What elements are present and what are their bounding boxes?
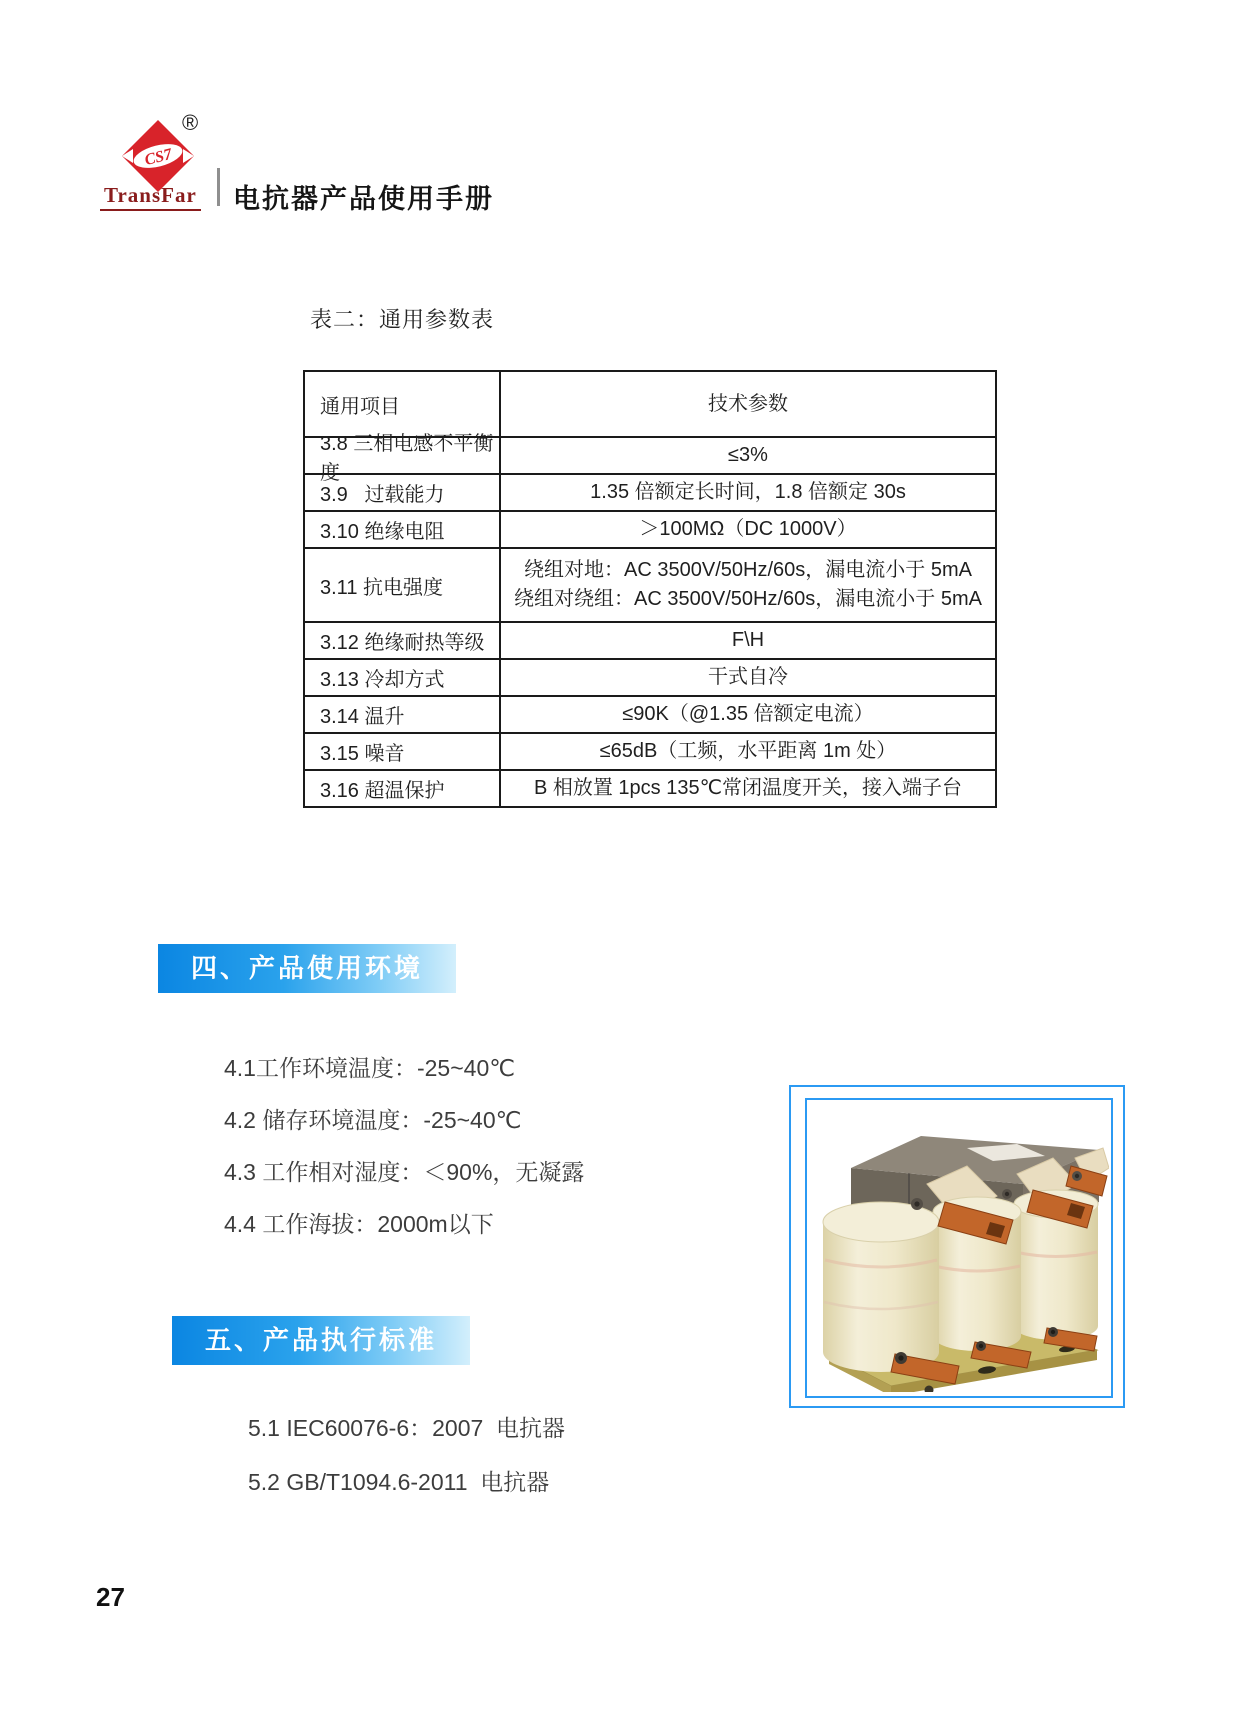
table-row [305,769,995,806]
row-value-line1: 绕组对地：AC 3500V/50Hz/60s，漏电流小于 5mA [524,559,972,581]
table-row [305,658,995,695]
page-number: 27 [96,1582,125,1612]
svg-text:CS7: CS7 [142,145,174,170]
table-row [305,432,995,484]
row-value: ≤3% [728,444,768,466]
row-value [501,549,995,621]
section-heading-standards: 五、产品执行标准 [172,1316,470,1365]
table-row [305,510,995,547]
row-value: F\H [731,629,765,651]
column-header-item: 通用项目 [305,372,501,436]
row-item: 3.10 绝缘电阻 [305,512,501,547]
env-item-storage-temp: 4.2 储存环境温度：-25~40℃ [224,1107,522,1133]
standard-item-iec: 5.1 IEC60076-6：2007 电抗器 [248,1415,566,1441]
general-parameters-table [303,370,997,808]
table-row [305,621,995,658]
brand-name: TransFar [100,183,201,211]
row-item: 3.13 冷却方式 [305,660,501,695]
row-value: ＞100MΩ（DC 1000V） [639,518,857,540]
header-divider [217,168,220,206]
column-header-value: 技术参数 [708,392,788,415]
row-value: B 相放置 1pcs 135℃常闭温度开关，接入端子台 [533,777,963,799]
table-row [305,695,995,732]
row-item: 3.9 过载能力 [305,475,501,510]
row-value: ≤65dB（工频，水平距离 1m 处） [599,740,897,762]
row-value-line2: 绕组对绕组：AC 3500V/50Hz/60s，漏电流小于 5mA [514,588,982,610]
row-item: 3.12 绝缘耐热等级 [305,623,501,658]
document-title: 电抗器产品使用手册 [233,184,494,214]
table-row [305,732,995,769]
env-item-working-temp: 4.1工作环境温度：-25~40℃ [224,1055,516,1081]
row-item: 3.11 抗电强度 [305,549,501,621]
row-item: 3.14 温升 [305,697,501,732]
table-row [305,473,995,510]
table-row [305,547,995,621]
env-item-altitude: 4.4 工作海拔：2000m以下 [224,1211,494,1237]
row-item: 3.16 超温保护 [305,771,501,806]
registered-trademark-icon: ® [182,110,199,135]
row-item: 3.8 三相电感不平衡度 [305,438,501,473]
table-caption: 表二：通用参数表 [310,307,495,332]
row-value: 干式自冷 [708,666,788,688]
reactor-photo [809,1104,1109,1392]
section-heading-usage-environment: 四、产品使用环境 [158,944,456,993]
standard-item-gb: 5.2 GB/T1094.6-2011 电抗器 [248,1469,550,1495]
row-item: 3.15 噪音 [305,734,501,769]
row-value: ≤90K（@1.35 倍额定电流） [622,703,874,725]
row-value: 1.35 倍额定长时间，1.8 倍额定 30s [590,481,906,503]
env-item-humidity: 4.3 工作相对湿度：＜90%，无凝露 [224,1159,585,1185]
